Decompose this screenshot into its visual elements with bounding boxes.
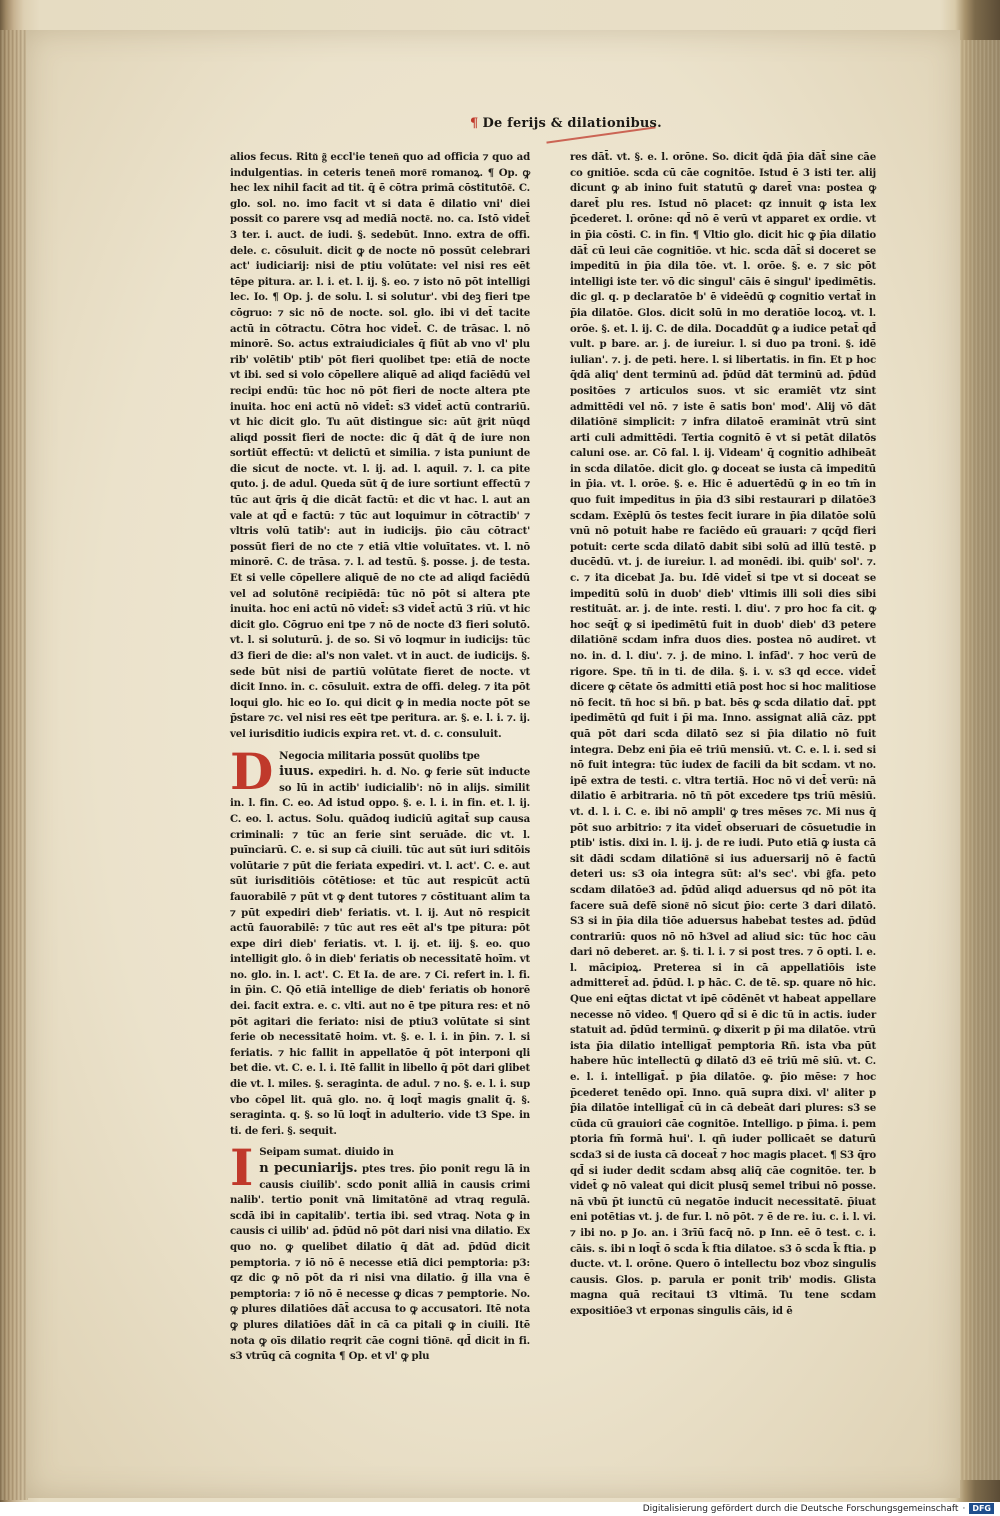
section-pecuniarijs-body: ptes tres. p̄io ponit regu lā in causis ciuilib'. scdo ponit alliā in causis crimi nalib'. tertio ponit vnā limitatōne͂ ad vtraq̧ regulā. scdā ibi in capitalib'. tertia ibi. sed vtraq̧. Nota ꝙ in causis ci uilib' ad. p̄dūd nō pōt dari nisi vna dilatio. Ex quo no. ꝙ quelibet dilatio q̄ dāt ad. p̄dūd dicit pemptoria. ⁊ iō nō ē necesse etiā dici pemptoria: p3: qz dic ꝙ nō pōt da ri nisi vna dilatio. ḡ illa vna ē pemptoria: ⁊ iō nō ē necesse ꝙ dicas ⁊ pemptorie. No. ꝙ plures dilatiōes dāt̄ accusa to ꝙ accusatori. Itē nota ꝙ plures dilatiōes dāt̄ in cā ca pitali ꝙ in ciuili. Itē nota ꝙ oīs dilatio reqrit cāe cogni tiōne͂. qd̄ dicit in fi. s3 vtrūq̧ cā cognita ¶ Op. et vl' ꝙ plu (230, 1163, 530, 1363)
footer-separator: · (962, 1504, 966, 1514)
right-text-column (570, 150, 876, 1320)
left-page-edges (0, 30, 28, 1500)
digitization-footer (0, 1502, 1000, 1516)
section-pecuniarijs-lemma-line: Seipam sumat. diuido in (259, 1146, 394, 1159)
left-text-column (230, 150, 530, 1365)
section-militaria-lemma-line: Negocia militaria possūt quolibs tpe (279, 749, 480, 762)
section-pecuniarijs (230, 1145, 530, 1364)
right-page-edges (958, 40, 1000, 1480)
section-militaria-body: expediri. h. d. No. ꝙ ferie sūt inducte so lū in actib' iudicialib': nō in alijs. similit in. l. fin. C. eo. Ad istud oppo. §. e. l. i. in fin. et. l. ij. C. eo. l. actus. Solu. quādoq̧ iudiciū agitat̄ sup causa criminali: ⁊ tūc an ferie sint seruāde. dic vt. l. puīnciarū. C. e. si sup cā ciuili. tūc aut sūt iuri sditōis volūtarie ⁊ pūt die feriata expediri. vt. l. act'. C. e. aut sūt iurisditiōis cōtētiose: et tūc aut respicūt actū fauorabilē ⁊ pūt vt ꝙ dent tutores ⁊ cōstituant alim ta ⁊ pūt expediri dieb' feriatis. vt. l. ij. Aut nō respicit actū fauorabilē: ⁊ tūc aut res eēt al's tpe pitura: pōt expe diri dieb' feriatis. vt. l. ij. et. iij. §. eo. quo intelligit glo. ô in dieb' feriatis ob necessitatē hoīm. vt no. glo. in. l. act'. C. Et Ia. de are. ⁊ Ci. refert in. l. fi. in p̄in. C. Qō etiā intellige de dieb' feriatis ob honorē dei. facit extra. e. c. vlti. aut no ē tpe pitura res: et nō pōt agitari die feriato: nisi de ptiu3 volūtate si sint ferie ob necessitatē hoim. vt. §. e. l. i. in p̄in. ⁊. l. si feriatis. ⁊ hic fallit in appellatōe q̄ pōt interponi qli bet die. vt. C. e. l. i. Itē fallit in libello q̄ pōt dari glibet die vt. l. miles. §. seraginta. de adul. ⁊ no. §. e. l. i. sup vbo cōpel lit. quā glo. no. q̄ loqt̄ magis gnalit q̄. §. seraginta. q. §. so lū loqt̄ in adulterio. vide t3 Spe. in ti. de feri. §. sequit. (230, 766, 530, 1137)
dfg-logo: DFG (969, 1503, 994, 1514)
left-column-paragraph-1: alios fecus. Ritu͂ g͂ eccl'ie tenen͂ quo ad officia ⁊ quo ad indulgentias. in ceteris tenen͂ more͂ romanoꝝ. ¶ Op. ꝙ hec lex nihil facit ad tit. q̄ ē cōtra primā cōstitutōe͂. C. glo. sol. no. imo facit vt si data ē dilatio vni' diei possit co parere vsq̧ ad mediā nocte͂. no. ca. Istō videt̄ 3 ter. i. auct. de iudi. §. sedebūt. Inno. extra de offi. dele. c. cōsuluit. dicit ꝙ de nocte nō possūt celebrari act' iudiciarij: nisi de ptiu volūtate: vel nisi res eēt tēpe pitura. ar. l. i. et. l. ij. §. eo. ⁊ isto nō pōt intelligi lec. Io. ¶ Op. j. de solu. l. si solutur'. vbi deꝫ fieri tpe cōgruo: ⁊ sic nō de nocte. sol. glo. ibi vi det̄ tacite actū in cōtractu. Cōtra hoc videt̄. C. de trāsac. l. nō minorē. So. actus extraiudiciales q̄ fiūt ab vno vl' plu rib' volētib' ptib' pōt fieri quolibet tpe: etiā de nocte vt ibi. sed si volo cōpellere aliquē ad aliqd faciēdū vel recipi endū: tūc hoc nō pōt fieri de nocte altera pte inuita. hoc eni actū nō videt̄: s3 videt̄ actū contrariū. vt hic dicit glo. Tu aūt distingue sic: aūt g͂rit nūqd aliqd possit fieri de nocte: dic q̄ dāt q̄ de iure non sortiūt effectū: vt delictū et similia. ⁊ ista puniunt de die sicut de nocte. vt. l. ij. ad. l. aquil. ⁊. l. ca pite quto. j. de adul. Queda sūt q̄ de iure sortiunt effectū ⁊ tūc aut q̄ris q̄ die dicāt factū: et dic vt hac. l. aut an vale at qd̄ e factū: ⁊ tūc aut loquimur in cōtractib' ⁊ vltris volū tatib': aut in iudicijs. p̄io cāu cōtract' possūt fieri de no cte ⁊ etiā vltie voluītates. vt. l. nō minorē. C. de trāsa. ⁊. l. ad testū. §. posse. j. de testa. Et si velle cōpellere aliquē de no cte ad aliqd faciēdū vel ad solutōne͂ recipiēdā: tūc nō pōt si altera pte inuita. hoc eni actū nō videt̄: s3 videt̄ actū 3 riū. vt hic dicit glo. Cōgruo eni tpe ⁊ nō de nocte d3 fieri solutō. vt. l. si soluturū. j. de so. Si vō loqmur in iudicijs: tūc d3 fieri de die: al's non valet. vt in auct. de iudicijs. §. sede būt nisi de partiū volūtate fieret de nocte. vt dicit Inno. in. c. cōsuluit. extra de offi. deleg. ⁊ ita pōt loqui glo. hic eo Io. qui dicit ꝙ in media nocte pōt se p̄stare ⁊c. vel nisi res eēt tpe peritura. ar. §. e. l. i. ⁊. ij. vel iurisditio iudicis expira ret. vt. d. c. consuluit. (230, 151, 530, 740)
section-militaria (230, 749, 530, 1140)
section-pecuniarijs-lemma: n pecuniarijs. (259, 1161, 358, 1176)
running-header (470, 116, 662, 131)
footer-credit-text: Digitalisierung gefördert durch die Deutsche Forschungsgemeinschaft (642, 1504, 959, 1514)
section-militaria-lemma: iuus. (279, 764, 314, 780)
right-column-body: res dāt̄. vt. §. e. l. orōne. So. dicit q̄dā p̄ia dāt̄ sine cāe co gnitiōe. scda cū cāe cognitōe. Istud ē 3 isti ter. alij dicunt ꝙ ab inino fuit statutū ꝙ daret̄ vna: postea ꝙ daret̄ plu res. Istud nō placet: qz innuit ꝙ ista lex p̄cederet. l. orōne: qd̄ nō ē verū vt apparet ex ordie. vt in p̄ia cōsti. C. in fin. ¶ Vltio glo. dicit hic ꝙ p̄ia dilatio dāt̄ cū leui cāe cognitiōe. vt hic. scda dāt̄ si doceret se impeditū in p̄ia dila tōe. vt. l. orōe. §. e. ⁊ sic pōt intelligi iste ter. vō dic singul' cāis ē singul' ipedimētis. dic gl. q. p declaratōe b' ē videēdū ꝙ cognitio vertat̄ in p̄ia dilatōe. Glos. dicit solū in mo deratiōe locoꝝ. vt. l. orōe. §. et. l. ij. C. de dila. Docaddūt ꝙ a iudice petat̄ qd̄ vult. p bare. ar. j. de iureiur. l. si duo pa troni. §. idē iulian'. ⁊. j. de peti. here. l. si libertatis. in fin. Et p hoc q̄dā aliq' dent terminū ad. p̄dūd dāt terminū ad. p̄dūd positōes ⁊ articulos suos. vt sic eramiēt vtz sint admittēdi vel nō. ⁊ iste ē satis bon' mod'. Alij vō dāt dilatiōne͂ simplicit: ⁊ infra dilatoē eramināt vtrū sint arti culi admittēdi. Tertia cognitō ē vt si petāt dilatōs caluni ose. ar. Cō fal. l. ij. Videam' q̄ cognitio adhibeāt in scda dilatōe. dicit glo. ꝙ doceat se iusta cā impeditū in p̄ia. vt. l. orōe. §. e. Hic ē aduertēdū ꝙ in eo tm̄ in quo fuit impeditus in p̄ia d3 sibi restaurari p dilatōe3 scdam. Exēplū ōs testes fecit iurare in p̄ia dilatōe solū vnū nō potuit habe re faciēdo eū grauari: ⁊ qcq̄d fieri potuit: certe scda dilatō dabit sibi solū ad illū testē. p ducēdū. vt. j. de iureiur. l. ad monēdi. ibi. quib' sol'. ⁊. c. ⁊ ita dicebat Ja. bu. Idē videt̄ si tpe vt si doceat se impeditū solū in duob' dieb' vltimis illi soli dies sibi restituāt. ar. j. de inte. resti. l. diu'. ⁊ pro hoc fa cit. ꝙ hoc seq̄t̄ ꝙ si ipedimētū fuit in duob' dieb' d3 petere dilatiōne͂ scdam infra duos dies. postea nō audiret. vt no. in. d. l. diu'. ⁊. j. de mino. l. infād'. ⁊ hoc verū de rigore. Spe. tñ in ti. de dila. §. i. v. s3 qd ecce. videt̄ dicere ꝙ cētate ōs admitti etiā post hoc si hoc malitiose nō fecit. tñ hoc si bñ. p bat. bēs ꝙ scda dilatio dat̄. ppt ipedimētū qd fuit i p̄i ma. Inno. assignat aliā cāz. ppt quā pōt dari scda dilatō sez si p̄ia dilatio nō fuit integra. Debz eni p̄ia eē triū mensiū. vt. C. e. l. i. sed si nō fuit integra: tūc iudex de facili da bit scdam. vt no. ipē extra de testi. c. vltra tertiā. Hoc nō vi det̄ verū: nā dilatio ē arbitraria. nō tñ pōt excedere tps triū mēsiū. vt. d. l. i. C. e. ibi nō ampli' ꝙ tres mēses ⁊c. Mi nus q̄ pōt suo arbitrio: ⁊ ita videt̄ obseruari de cōsuetudie in ptib' istis. dixi in. l. ij. j. de re iudi. Puto etiā ꝙ iusta cā sit dādi scdam dilatiōne͂ si ius aduersarij nō ē factū deteri us: s3 oia integra sūt: al's sec'. vbi g͂fa. peto scdam dilatōe3 ad. p̄dūd aliqd aduersus qd nō pōt ita facere suā defē sione͂ nō sicut p̄io: certe 3 dari dilatō. S3 si in p̄ia dila tiōe aduersus habebat testes ad. p̄dūd contrariū: quos nō nō h3vel ad aliud sic: tūc hoc cāu dari nō deberet. ar. §. ti. l. i. ⁊ si post tres. ⁊ ō opti. l. e. l. mācipioꝝ. Preterea si in cā appellatiōis iste admitteret̄ ad. p̄dūd. l. p hāc. C. de tē. sp. quare nō hic. Que eni eq̄tas dictat vt ipē cōdēnēt vt habeat appellare necesse nō video. ¶ Quero qd̄ si ē dic tū in actis. iuder statuit ad. p̄dūd terminū. ꝙ dixerit p p̄i ma dilatōe. vtrū ista p̄ia dilatio intelligat̄ pemptoria Rñ. ista vba pūt habere hūc intellectū ꝙ dilatō d3 eē triū mē siū. vt. C. e. l. i. intelligat̄. p p̄ia dilatōe. ꝙ. p̄io mēse: ⁊ hoc p̄cederet tenēdo opī. Inno. quā supra dixi. vl' aliter p p̄ia dilatōe intelligat̄ cū in cā debeāt dari plures: s3 se cūda cū grauiori cāe cognitōe. Intelligo. p p̄ima. i. pem ptoria fm̄ formā hui'. l. qñ iuder pollicaēt se daturū scda3 si de iusta cā doceat̄ ⁊ hoc magis placet. ¶ S3 q̄ro qd̄ si iuder dedit scdam absq̧ aliq̄ cāe cognitōe. ter. b videt̄ ꝙ nō valeat qui dicit plusq̄ semel tribui nō posse. nā vbū p̄t iunctū cū negatōe inducit necessitatē. p̄iuat eni potētias vt. j. de fur. l. nō pōt. ⁊ ē de re. iu. c. i. l. vi. ⁊ ibi no. p Jo. an. i 3rīū facq̄ nō. p Inn. eē ō test. c. i. cāis. s. ibi n loqt̄ ō scda k̄ ftia dilatoe. s3 ō scda k̄ ftia. p ducte. vt. l. orōne. Quero ō intellectu boz vboz singulis causis. Glos. p. parula er ponit trib' modis. Glista magna quā recitaui t3 vltimā. Tu tene scdam expositiōe3 vt erponas singulis cāis, id ē (570, 151, 876, 1317)
red-initial-d: D (230, 748, 274, 801)
pilcrow-mark: ¶ (470, 116, 479, 131)
running-header-title: De ferijs & dilationibus. (482, 116, 662, 131)
red-initial-i: I (230, 1145, 254, 1198)
